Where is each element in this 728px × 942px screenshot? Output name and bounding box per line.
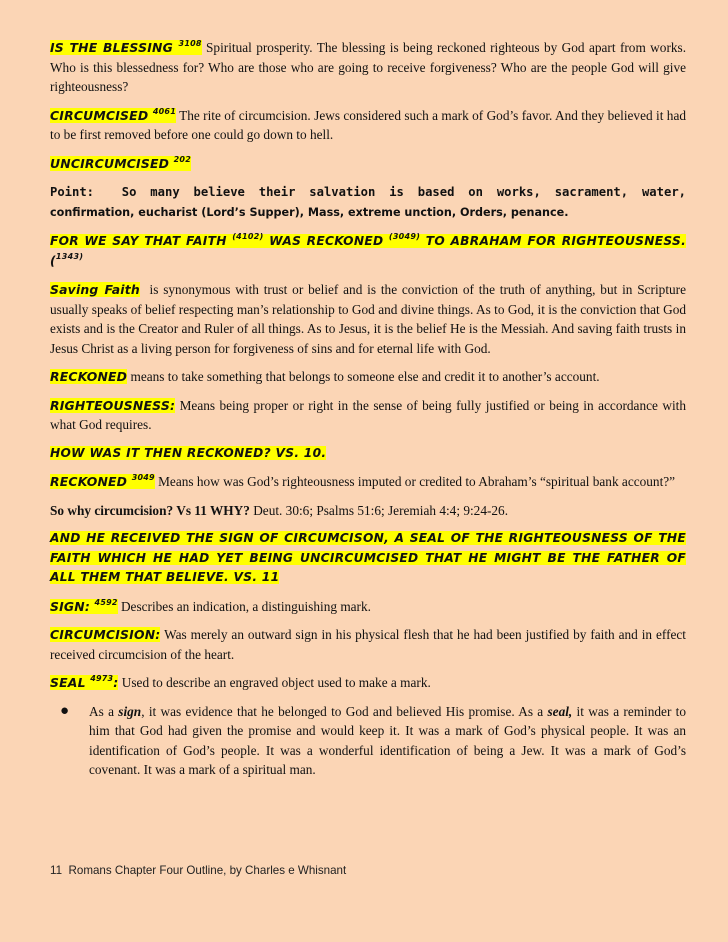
verse-11-heading: AND HE RECEIVED THE SIGN OF CIRCUMCISON, A SEAL OF THE RIGHTEOUSNESS OF THE FAITH WHICH HE HAD YET BEING UNCIRCUMCISED THAT HE MIGHT BE THE FATHER OF ALL THEM THAT BELIEVE. VS. 11 [50,531,686,584]
entry-circumcision [50,625,686,664]
entry-reckoned [50,367,686,387]
term-circumcised: CIRCUMCISED $^{4061}$ [50,106,176,123]
definition-reckoned: means to take something that belongs to someone else and credit it to another’s account. [130,369,600,384]
entry-uncircumcised [50,154,686,174]
why-circumcision [50,501,686,521]
entry-seal [50,673,686,693]
entry-saving-faith [50,280,686,358]
footer-title: Romans Chapter Four Outline, by Charles e Whisnant [68,864,347,877]
entry-reckoned-2 [50,472,686,492]
entry-circumcised [50,106,686,145]
entry-righteousness [50,396,686,435]
term-circumcision: CIRCUMCISION: [50,627,161,642]
term-seal: SEAL $^{4973}$: [50,674,119,690]
term-reckoned-2: RECKONED $^{3049}$ [50,473,155,489]
page-footer [50,864,346,877]
point-label: Point: [50,185,95,199]
bullet-icon: ● [60,702,70,719]
definition-sign: Describes an indication, a distinguishing mark. [120,598,371,614]
definition-circumcision: Was merely an outward sign in his physical flesh that he had been justified by faith and in effect received circumcision of the heart. [50,627,686,662]
definition-saving-faith: is synonymous with trust or belief and is the conviction of the truth of anything, but in Scripture usually speaks of belief respecting man’s relationship to God and divine things. As to God, it is the conviction that God exists and is the Creator and Ruler of all things. As to Jesus, it is the belief He is the Messiah. And saving faith trusts in Jesus Christ as a living person for forgiveness of sins and for eternal life with God. [50,282,686,356]
verse-3-heading: FOR WE SAY THAT FAITH $^{(4102)}$ WAS RECKONED $^{(3049)}$ TO ABRAHAM FOR RIGHTEOUSNESS. ($^{1343)}$ [50,232,687,268]
definition-seal: Used to describe an engraved object used to make a mark. [121,675,431,690]
point-text-a: So many believe their salvation is based on works, sacrament, water, [121,185,686,199]
point-paragraph [50,182,686,223]
term-righteousness: RIGHTEOUSNESS: [50,397,176,413]
list-item: ● As a sign, it was evidence that he belonged to God and believed His promise. As a seal, it was a reminder to him that God had given the promise and would keep it. It was a mark of God’s physical people. It was an identification of God’s people. It was a wonderful identification of being a Jew. It was a mark of God’s covenant. It was a mark of a spiritual man. [60,702,687,777]
term-uncircumcised: UNCIRCUMCISED $^{202}$ [50,154,191,171]
definition-circumcised: The rite of circumcision. Jews considered such a mark of God’s favor. And they believed it had to be first removed before one could go down to hell. [50,107,686,142]
definition-blessing: Spiritual prosperity. The blessing is being reckoned righteous by God apart from works. Who is this blessedness for? Who are those who are going to receive forgiveness? Who are the people God will give righteousness? [50,40,687,94]
bullet-list [50,702,686,780]
page-number: 11 [50,864,63,877]
why-references: Deut. 30:6; Psalms 51:6; Jeremiah 4:4; 9:24-26. [253,502,509,518]
entry-blessing [50,38,686,97]
definition-reckoned-2: Means how was God’s righteousness imputed or credited to Abraham’s “spiritual bank account?” [158,474,676,489]
term-saving-faith: Saving Faith [50,282,140,297]
term-reckoned: RECKONED [50,369,128,384]
definition-righteousness: Means being proper or right in the sense of being fully justified or being in accordance with what God requires. [50,397,686,432]
term-sign: SIGN: $^{4592}$ [50,597,118,614]
term-blessing: IS THE BLESSING $^{3108}$ [50,39,202,55]
document-body [50,38,686,780]
entry-sign [50,597,686,617]
heading-how-reckoned: HOW WAS IT THEN RECKONED? VS. 10. [50,445,327,460]
why-question: So why circumcision? Vs 11 WHY? [50,502,250,518]
point-text-b: confirmation, eucharist (Lord’s Supper), Mass, extreme unction, Orders, penance. [50,206,569,219]
